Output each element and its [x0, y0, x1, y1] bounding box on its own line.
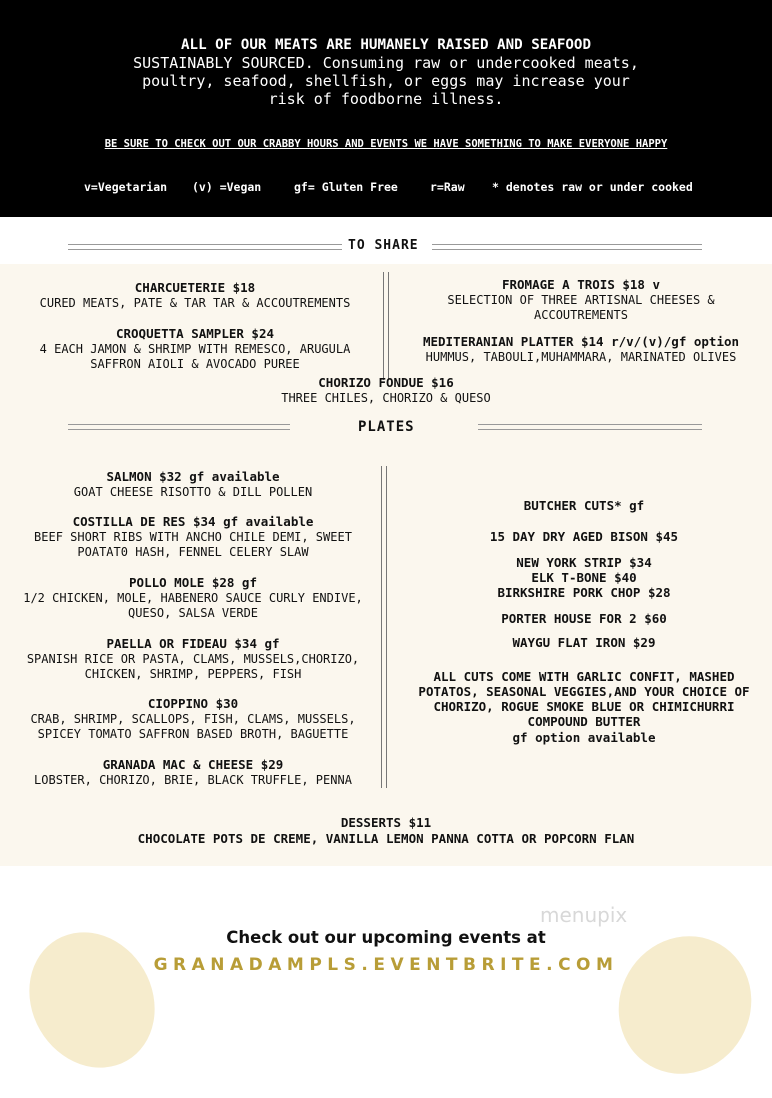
- menu-item: [8, 575, 378, 621]
- menu-item: [396, 277, 766, 323]
- menu-item: [8, 514, 378, 560]
- item-name: CROQUETTA SAMPLER $24: [115, 326, 275, 341]
- item-description: SAFFRON AIOLI & AVOCADO PUREE: [90, 357, 300, 371]
- item-description: CURED MEATS, PATE & TAR TAR & ACCOUTREMENTS: [39, 296, 351, 310]
- watermark-logo: menupix: [540, 903, 628, 927]
- column-divider: [381, 466, 387, 788]
- butcher-cuts-note: POTATOS, SEASONAL VEGGIES,AND YOUR CHOICE OF: [418, 684, 750, 699]
- column-divider: [383, 272, 389, 380]
- item-description: CHICKEN, SHRIMP, PEPPERS, FISH: [84, 667, 302, 681]
- item-description: 1/2 CHICKEN, MOLE, HABENERO SAUCE CURLY ENDIVE,: [23, 591, 363, 605]
- butcher-cut-item: BIRKSHIRE PORK CHOP $28: [497, 585, 671, 600]
- item-description: QUESO, SALSA VERDE: [127, 606, 259, 620]
- menu-item: [8, 757, 378, 788]
- divider: [478, 424, 702, 430]
- disclaimer-line: risk of foodborne illness.: [268, 90, 504, 108]
- events-notice: BE SURE TO CHECK OUT OUR CRABBY HOURS AND EVENTS WE HAVE SOMETHING TO MAKE EVERYONE HAPPY: [104, 138, 668, 150]
- menu-item: [8, 636, 378, 682]
- butcher-cut-item: ELK T-BONE $40: [531, 570, 637, 585]
- menu-item: [8, 696, 378, 742]
- butcher-cut-item: 15 DAY DRY AGED BISON $45: [489, 529, 679, 544]
- item-name: COSTILLA DE RES $34 gf available: [72, 514, 314, 529]
- item-name: SALMON $32 gf available: [106, 469, 280, 484]
- item-description: GOAT CHEESE RISOTTO & DILL POLLEN: [73, 485, 313, 499]
- item-description: SELECTION OF THREE ARTISNAL CHEESES &: [447, 293, 715, 307]
- item-description: SPICEY TOMATO SAFFRON BASED BROTH, BAGUETTE: [37, 727, 349, 741]
- disclaimer-line: ALL OF OUR MEATS ARE HUMANELY RAISED AND SEAFOOD: [181, 37, 591, 53]
- item-description: BEEF SHORT RIBS WITH ANCHO CHILE DEMI, SWEET: [34, 530, 352, 544]
- butcher-cuts-note: gf option available: [512, 730, 656, 745]
- divider: [68, 244, 342, 250]
- item-description: THREE CHILES, CHORIZO & QUESO: [281, 391, 491, 405]
- section-title-to-share: TO SHARE: [348, 238, 419, 253]
- divider: [68, 424, 290, 430]
- menu-item: [186, 375, 586, 406]
- item-name: DESSERTS $11: [340, 815, 432, 830]
- item-description: LOBSTER, CHORIZO, BRIE, BLACK TRUFFLE, PENNA: [34, 773, 352, 787]
- disclaimer-line: SUSTAINABLY SOURCED. Consuming raw or undercooked meats,: [133, 54, 639, 72]
- item-description: HUMMUS, TABOULI,MUHAMMARA, MARINATED OLIVES: [425, 350, 737, 364]
- item-name: CHORIZO FONDUE $16: [318, 375, 454, 390]
- butcher-cuts-note: COMPOUND BUTTER: [527, 714, 641, 729]
- item-name: POLLO MOLE $28 gf: [129, 575, 257, 590]
- item-description: 4 EACH JAMON & SHRIMP WITH REMESCO, ARUGULA: [39, 342, 351, 356]
- butcher-cut-item: PORTER HOUSE FOR 2 $60: [501, 611, 667, 626]
- item-name: FROMAGE A TROIS $18 v: [501, 277, 661, 292]
- butcher-cuts-note: ALL CUTS COME WITH GARLIC CONFIT, MASHED: [433, 669, 735, 684]
- legend-gluten-free: gf= Gluten Free: [294, 180, 398, 194]
- item-description: SPANISH RICE OR PASTA, CLAMS, MUSSELS,CHORIZO,: [26, 652, 360, 666]
- disclaimer-line: poultry, seafood, shellfish, or eggs may increase your: [142, 72, 630, 90]
- desserts: [0, 815, 772, 847]
- item-description: ACCOUTREMENTS: [534, 308, 628, 322]
- menu-item: [8, 469, 378, 500]
- item-description: CRAB, SHRIMP, SCALLOPS, FISH, CLAMS, MUSSELS,: [30, 712, 356, 726]
- food-safety-disclaimer: [0, 36, 772, 108]
- legend-raw: r=Raw: [430, 180, 465, 194]
- divider: [432, 244, 702, 250]
- butcher-cuts-title: BUTCHER CUTS* gf: [523, 498, 645, 513]
- section-title-plates: PLATES: [358, 419, 415, 435]
- menu-item: [396, 334, 766, 365]
- item-name: PAELLA OR FIDEAU $34 gf: [106, 636, 280, 651]
- item-name: MEDITERANIAN PLATTER $14 r/v/(v)/gf option: [422, 334, 740, 349]
- events-link[interactable]: GRANADAMPLS.EVENTBRITE.COM: [153, 955, 619, 975]
- menu-header: [0, 0, 772, 217]
- item-description: CHOCOLATE POTS DE CREME, VANILLA LEMON PANNA COTTA OR POPCORN FLAN: [137, 831, 635, 846]
- item-name: CHARCUETERIE $18: [134, 280, 256, 295]
- menu-item: [10, 280, 380, 311]
- butcher-cut-item: WAYGU FLAT IRON $29: [512, 635, 656, 650]
- legend-vegetarian: v=Vegetarian: [84, 180, 168, 194]
- item-name: GRANADA MAC & CHEESE $29: [102, 757, 284, 772]
- butcher-cut-item: NEW YORK STRIP $34: [516, 555, 652, 570]
- events-callout: Check out our upcoming events at: [226, 928, 546, 947]
- menu-item: [10, 326, 380, 372]
- legend-vegan: (v) =Vegan: [192, 180, 262, 194]
- item-name: CIOPPINO $30: [147, 696, 239, 711]
- butcher-cuts-note: CHORIZO, ROGUE SMOKE BLUE OR CHIMICHURRI: [433, 699, 735, 714]
- legend-undercooked: * denotes raw or under cooked: [492, 180, 693, 194]
- item-description: POATAT0 HASH, FENNEL CELERY SLAW: [77, 545, 309, 559]
